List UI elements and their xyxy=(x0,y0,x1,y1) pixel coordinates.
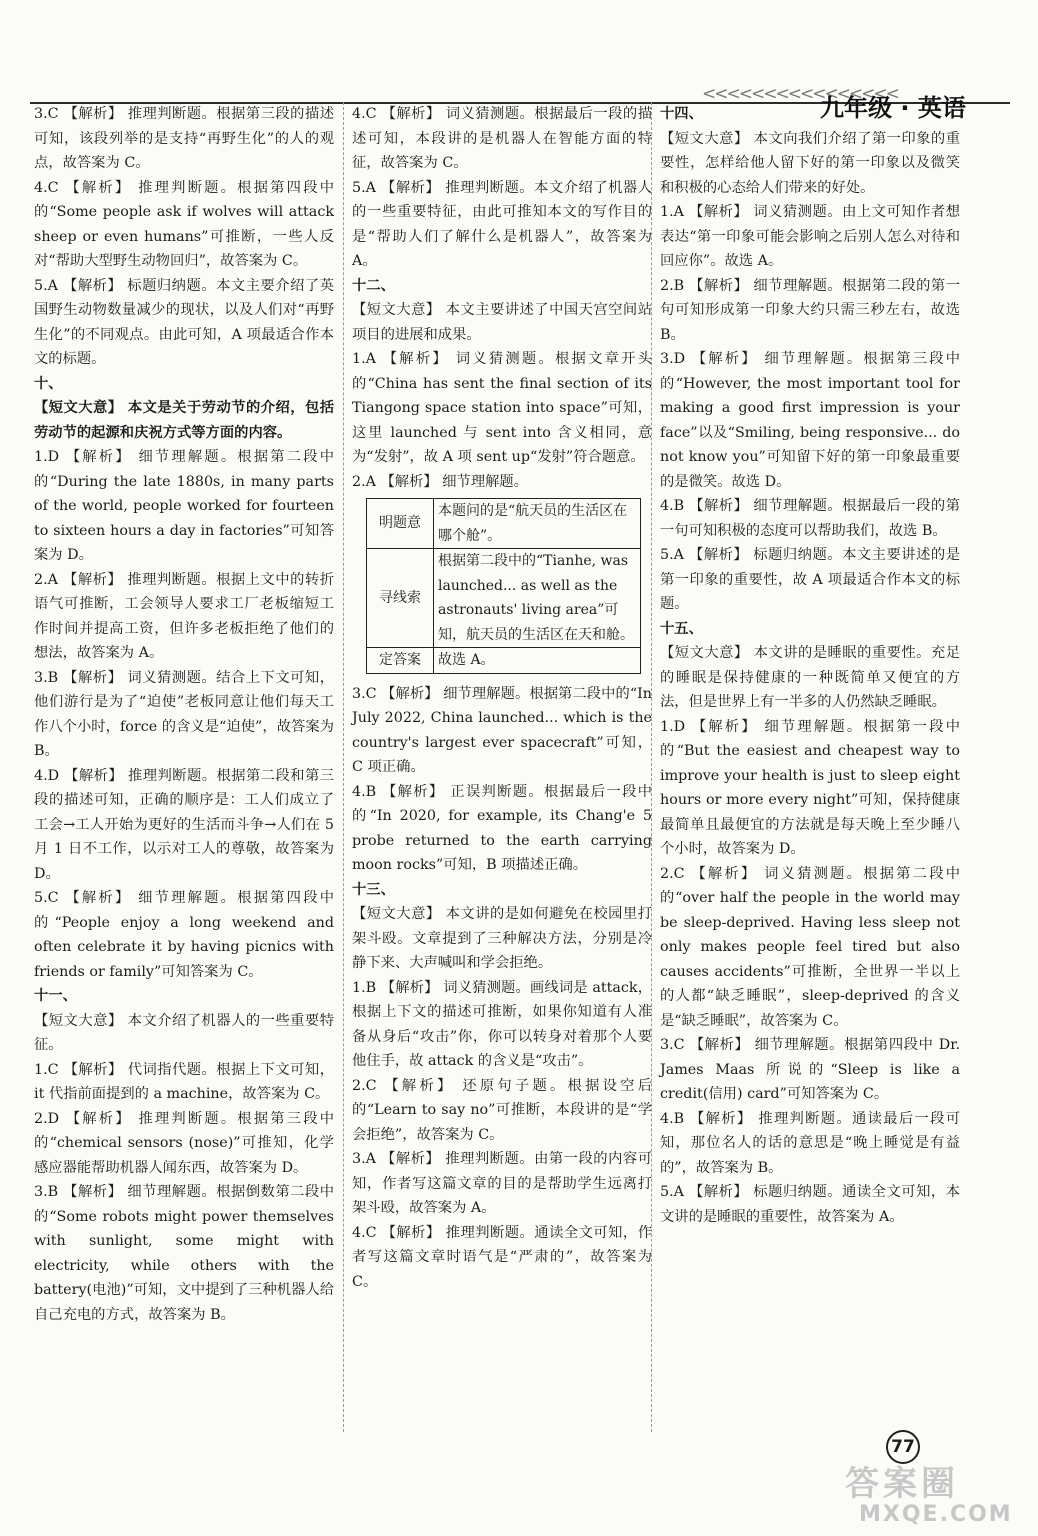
answer-item: 4.C 【解析】 词义猜测题。根据最后一段的描述可知，本段讲的是机器人在智能方面的特征，故答案为 C。 xyxy=(352,106,652,171)
answer-item: 5.C 【解析】 细节理解题。根据第四段中的“People enjoy a long weekend and often celebrate it by having picnics with friends or family”可知答案为 C。 xyxy=(34,890,334,980)
passage-summary: 【短文大意】 本文向我们介绍了第一印象的重要性，怎样给他人留下好的第一印象以及微笑和积极的心态给人们带来的好处。 xyxy=(660,130,960,196)
table-cell-detail: 根据第二段中的“Tianhe, was launched... as well as the astronauts' living area”可知，航天员的生活区在天和舱。 xyxy=(434,549,641,648)
answer-item: 5.A 【解析】 标题归纳题。本文主要介绍了英国野生动物数量减少的现状，以及人们对“再野生化”的不同观点。由此可知，A 项最适合作本文的标题。 xyxy=(34,277,334,367)
table-cell-detail: 本题问的是“航天员的生活区在哪个舱”。 xyxy=(434,499,641,549)
table-cell-detail: 故选 A。 xyxy=(434,648,641,674)
answer-item: 5.A 【解析】 推理判断题。本文介绍了机器人的一些重要特征，由此可推知本文的写作目的是“帮助人们了解什么是机器人”，故答案为 A。 xyxy=(352,179,652,269)
answer-item: 2.D 【解析】 推理判断题。根据第三段中的“chemical sensors (nose)”可推知，化学感应器能帮助机器人闻东西，故答案为 D。 xyxy=(34,1110,334,1176)
answer-item: 2.C 【解析】 词义猜测题。根据第二段中的“over half the people in the world may be sleep-deprived. Having less sleep not only makes people feel tired but also causes accidents”可推断，全世界一半以上的人都“缺乏睡眠”，sleep-deprived 的含义是“缺乏睡眠”，故答案为 C。 xyxy=(660,865,960,1029)
passage-summary: 【短文大意】 本文介绍了机器人的一些重要特征。 xyxy=(34,1012,334,1053)
section-heading: 十三、 xyxy=(352,881,395,898)
answer-item: 3.B 【解析】 词义猜测题。结合上下文可知，他们游行是为了“迫使”老板同意让他们每天工作八个小时，force 的含义是“迫使”，故答案为 B。 xyxy=(34,669,334,759)
answer-item: 4.C 【解析】 推理判断题。根据第四段中的“Some people ask if wolves will attack sheep or even humans”可推断，一些人反对“帮助大型野生动物回归”，故答案为 C。 xyxy=(34,179,334,269)
answer-column-left xyxy=(34,102,334,1327)
answer-item: 4.B 【解析】 正误判断题。根据最后一段中的“In 2020, for example, its Chang'e 5 probe returned to the earth carrying moon rocks”可知，B 项描述正确。 xyxy=(352,783,652,873)
answer-item: 4.C 【解析】 推理判断题。通读全文可知，作者写这篇文章时语气是“严肃的”，故答案为 C。 xyxy=(352,1224,652,1290)
answer-item: 5.A 【解析】 标题归纳题。通读全文可知，本文讲的是睡眠的重要性，故答案为 A。 xyxy=(660,1184,960,1225)
passage-summary: 【短文大意】 本文讲的是如何避免在校园里打架斗殴。文章提到了三种解决方法，分别是冷静下来、大声喊叫和学会拒绝。 xyxy=(352,906,652,971)
answer-item: 1.D 【解析】 细节理解题。根据第一段中的“But the easiest and cheapest way to improve your health is just to sleep eight hours or more every night”可知，保持健康最简单且最便宜的方法就是每天晚上至少睡八个小时，故答案为 D。 xyxy=(660,718,960,857)
reasoning-table xyxy=(366,498,641,674)
answer-item: 4.B 【解析】 推理判断题。通读最后一段可知，那位名人的话的意思是“晚上睡觉是有益的”，故答案为 B。 xyxy=(660,1110,960,1176)
page-number: 77 xyxy=(886,1430,920,1464)
section-heading: 十、 xyxy=(34,375,63,392)
section-heading: 十五、 xyxy=(660,620,703,637)
section-heading: 十二、 xyxy=(352,277,395,294)
page-title: 九年级 · 英语 xyxy=(820,94,966,122)
passage-summary: 【短文大意】 本文主要讲述了中国天宫空间站项目的进展和成果。 xyxy=(352,302,652,343)
table-cell-step: 寻线索 xyxy=(367,549,434,648)
answer-item: 4.D 【解析】 推理判断题。根据第二段和第三段的描述可知，正确的顺序是：工人们成立了工会→工人开始为更好的生活而斗争→人们在 5 月 1 日不工作，以示对工人的尊敬，故答案为 D。 xyxy=(34,767,334,882)
answer-item: 2.B 【解析】 细节理解题。根据第二段的第一句可知形成第一印象大约只需三秒左右，故选 B。 xyxy=(660,277,960,343)
passage-summary: 【短文大意】 本文是关于劳动节的介绍，包括劳动节的起源和庆祝方式等方面的内容。 xyxy=(34,400,334,441)
answer-item: 3.B 【解析】 细节理解题。根据倒数第二段中的“Some robots might power themselves with sunlight, some might with electricity, while others with the battery(电池)”可知，文中提到了三种机器人给自己充电的方式，故答案为 B。 xyxy=(34,1184,334,1323)
answer-item: 3.C 【解析】 推理判断题。根据第三段的描述可知，该段列举的是支持“再野生化”的人的观点，故答案为 C。 xyxy=(34,106,334,171)
answer-item: 2.C 【解析】 还原句子题。根据设空后的“Learn to say no”可推断，本段讲的是“学会拒绝”，故答案为 C。 xyxy=(352,1077,652,1143)
header-arrow-decoration: <<<<<<<<<<<<<<<< xyxy=(702,84,898,104)
table-row xyxy=(367,549,641,648)
answer-item: 1.B 【解析】 词义猜测题。画线词是 attack，根据上下文的描述可推断，如果你知道有人准备从身后“攻击”你，你可以转身对着那个人要他住手，故 attack 的含义是“攻击”。 xyxy=(352,979,652,1069)
answer-item: 4.B 【解析】 细节理解题。根据最后一段的第一句可知积极的态度可以帮助我们，故选 B。 xyxy=(660,498,960,539)
answer-item: 1.C 【解析】 代词指代题。根据上下文可知，it 代指前面提到的 a machine，故答案为 C。 xyxy=(34,1061,334,1102)
answer-item: 3.A 【解析】 推理判断题。由第一段的内容可知，作者写这篇文章的目的是帮助学生远离打架斗殴，故答案为 A。 xyxy=(352,1151,652,1216)
answer-item: 1.A 【解析】 词义猜测题。根据文章开头的“China has sent the final section of its Tiangong space station into space”可知，这里 launched 与 sent into 含义相同，意为“发射”，故 A 项 sent up“发射”符合题意。 xyxy=(352,351,652,465)
answer-item: 1.A 【解析】 词义猜测题。由上文可知作者想表达“第一印象可能会影响之后别人怎么对待和回应你”。故选 A。 xyxy=(660,204,960,269)
section-heading: 十四、 xyxy=(660,106,703,122)
table-row xyxy=(367,499,641,549)
section-heading: 十一、 xyxy=(34,988,77,1004)
answer-column-right xyxy=(660,102,960,1229)
table-cell-step: 明题意 xyxy=(367,499,434,549)
column-divider xyxy=(343,102,344,1432)
answer-item: 3.C 【解析】 细节理解题。根据第四段中 Dr. James Maas 所说的“Sleep is like a credit(信用) card”可知答案为 C。 xyxy=(660,1037,960,1102)
watermark-logo xyxy=(845,1465,1025,1531)
answer-item: 2.A 【解析】 细节理解题。 xyxy=(352,473,529,490)
answer-column-middle xyxy=(352,102,652,1294)
answer-item: 3.C 【解析】 细节理解题。根据第二段中的“In July 2022, China launched... which is the country's largest ever spacecraft”可知，C 项正确。 xyxy=(352,685,652,775)
answer-item: 2.A 【解析】 推理判断题。根据上文中的转折语气可推断，工会领导人要求工厂老板缩短工作时间并提高工资，但许多老板拒绝了他们的想法，故答案为 A。 xyxy=(34,571,334,661)
passage-summary: 【短文大意】 本文讲的是睡眠的重要性。充足的睡眠是保持健康的一种既简单又便宜的方法，但是世界上有一半多的人仍然缺乏睡眠。 xyxy=(660,645,960,710)
watermark-text: 答案圈 xyxy=(845,1464,959,1504)
answer-item: 5.A 【解析】 标题归纳题。本文主要讲述的是第一印象的重要性，故 A 项最适合作本文的标题。 xyxy=(660,547,960,612)
table-cell-step: 定答案 xyxy=(367,648,434,674)
answer-item: 1.D 【解析】 细节理解题。根据第二段中的“During the late 1880s, in many parts of the world, people worked for fourteen to sixteen hours a day in factories”可知答案为 D。 xyxy=(34,449,334,563)
watermark-url: MXQE.COM xyxy=(859,1502,1013,1527)
table-row xyxy=(367,648,641,674)
answer-item: 3.D 【解析】 细节理解题。根据第三段中的“However, the most important tool for making a good first impression is your face”以及“Smiling, being responsive... do not know you”可知留下好的第一印象最重要的是微笑。故选 D。 xyxy=(660,351,960,490)
